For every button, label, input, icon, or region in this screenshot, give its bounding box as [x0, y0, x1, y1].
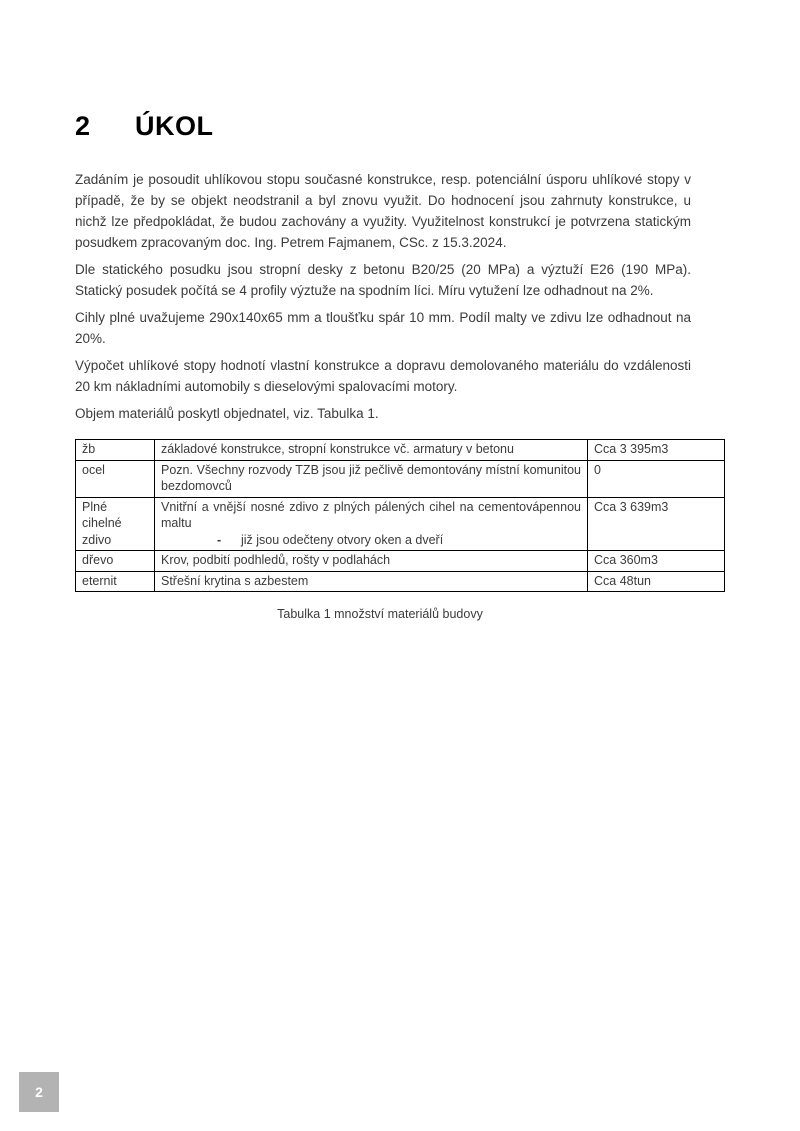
- paragraph-transport: Výpočet uhlíkové stopy hodnotí vlastní konstrukce a dopravu demolovaného materiálu do vzdálenosti 20 km nákladními automobily s dieselovými spalovacími motory.: [75, 358, 691, 394]
- quantity-cell: 0: [588, 460, 725, 497]
- material-cell: eternit: [76, 571, 155, 592]
- materials-table: [75, 439, 725, 592]
- paragraph-volumes: Objem materiálů poskytl objednatel, viz. Tabulka 1.: [75, 406, 379, 421]
- material-cell: dřevo: [76, 551, 155, 572]
- section-heading: [75, 110, 691, 142]
- table-row-ocel: [76, 460, 725, 497]
- table-row-eternit: [76, 571, 725, 592]
- table-row-drevo: [76, 551, 725, 572]
- material-cell: Plné cihelné zdivo: [76, 497, 155, 551]
- table-row-zb: [76, 440, 725, 461]
- bullet-item: [161, 532, 581, 549]
- paragraph-bricks: Cihly plné uvažujeme 290x140x65 mm a tloušťku spár 10 mm. Podíl malty ve zdivu lze odhadnout na 20%.: [75, 310, 691, 346]
- description-text: Vnitřní a vnější nosné zdivo z plných pálených cihel na cementovápennou maltu: [161, 499, 581, 530]
- quantity-cell: Cca 3 395m3: [588, 440, 725, 461]
- bullet-dash: -: [217, 532, 222, 547]
- table-row-zdivo: [76, 497, 725, 551]
- page-number-badge: 2: [19, 1072, 59, 1112]
- section-number: 2: [75, 111, 91, 141]
- description-cell: Krov, podbití podhledů, rošty v podlahách: [155, 551, 588, 572]
- description-cell: základové konstrukce, stropní konstrukce vč. armatury v betonu: [155, 440, 588, 461]
- paragraph-static-report: Dle statického posudku jsou stropní desky z betonu B20/25 (20 MPa) a výztuží E26 (190 MPa). Statický posudek počítá se 4 profily výztuže na spodním líci. Míru vytužení lze odhadnout na 2%.: [75, 262, 691, 298]
- document-content: [75, 110, 691, 621]
- description-cell: Střešní krytina s azbestem: [155, 571, 588, 592]
- quantity-cell: Cca 360m3: [588, 551, 725, 572]
- quantity-cell: Cca 3 639m3: [588, 497, 725, 551]
- description-cell: Pozn. Všechny rozvody TZB jsou již pečlivě demontovány místní komunitou bezdomovců: [155, 460, 588, 497]
- description-cell: [155, 497, 588, 551]
- bullet-text: již jsou odečteny otvory oken a dveří: [241, 532, 444, 547]
- table-caption: Tabulka 1 množství materiálů budovy: [277, 607, 483, 621]
- material-cell: ocel: [76, 460, 155, 497]
- paragraph-assignment: Zadáním je posoudit uhlíkovou stopu současné konstrukce, resp. potenciální úsporu uhlíkové stopy v případě, že by se objekt neodstranil a byl znovu využit. Do hodnocení jsou zahrnuty konstrukce, u nichž lze předpokládat, že budou zachovány a využity. Využitelnost konstrukcí je potvrzena statickým posudkem zpracovaným doc. Ing. Petrem Fajmanem, CSc. z 15.3.2024.: [75, 172, 691, 250]
- material-cell: žb: [76, 440, 155, 461]
- section-title: ÚKOL: [135, 111, 214, 141]
- quantity-cell: Cca 48tun: [588, 571, 725, 592]
